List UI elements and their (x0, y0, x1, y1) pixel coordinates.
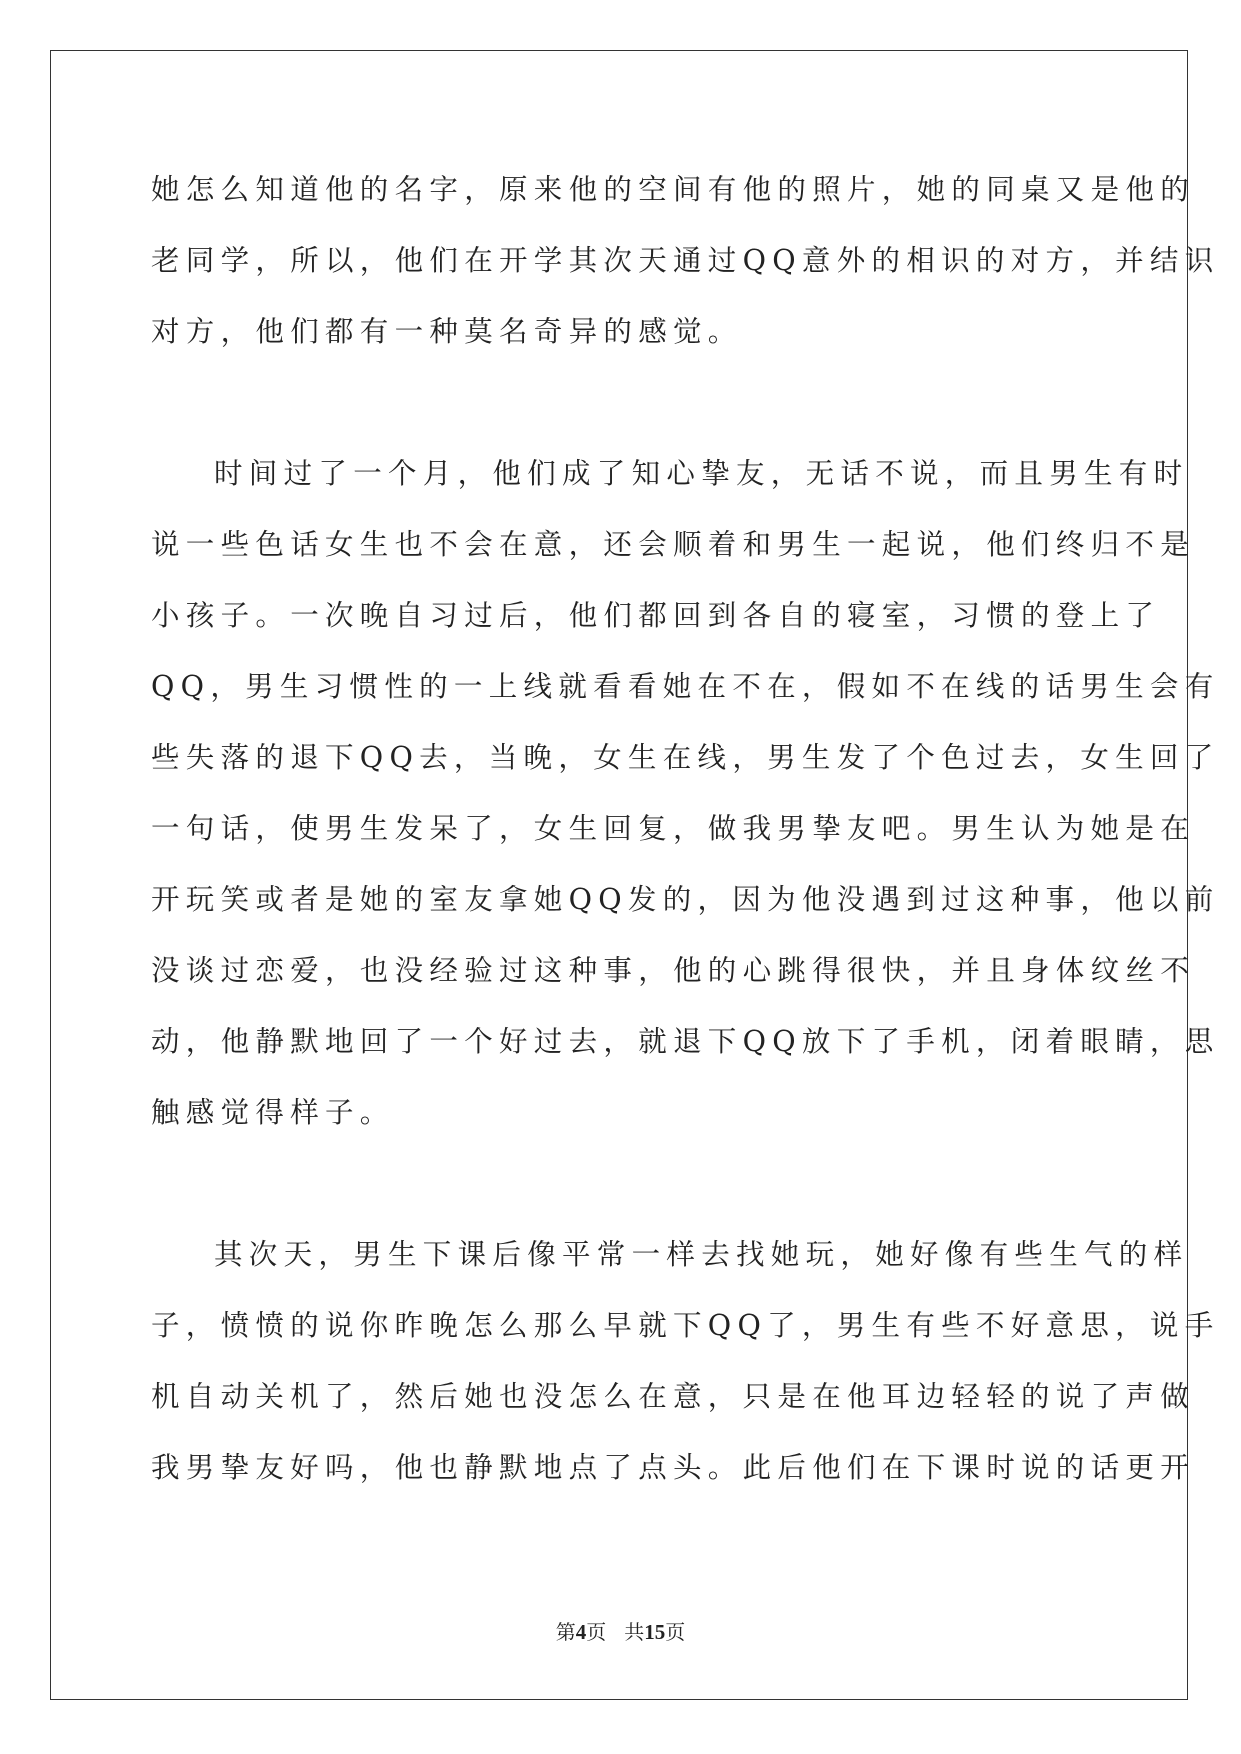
text-line: 机自动关机了，然后她也没怎么在意，只是在他耳边轻轻的说了声做 (151, 1380, 1196, 1413)
text-line: 我男挚友好吗，他也静默地点了点头。此后他们在下课时说的话更开 (151, 1451, 1196, 1484)
paragraph-gap (151, 367, 1091, 438)
total-unit: 页 (665, 1620, 686, 1644)
page-number: 4 (575, 1620, 587, 1644)
text-line: 说一些色话女生也不会在意，还会顺着和男生一起说，他们终归不是 (151, 528, 1196, 561)
paragraph-1 (151, 154, 1220, 367)
text-line: 对方，他们都有一种莫名奇异的感觉。 (151, 315, 743, 348)
text-line: 动，他静默地回了一个好过去，就退下QQ放下了手机，闭着眼睛，思 (151, 1025, 1220, 1058)
text-line: 一句话，使男生发呆了，女生回复，做我男挚友吧。男生认为她是在 (151, 812, 1196, 845)
page-unit: 页 (586, 1620, 607, 1644)
text-line: 子，愤愤的说你昨晚怎么那么早就下QQ了，男生有些不好意思，说手 (151, 1309, 1220, 1342)
text-line: 触感觉得样子。 (151, 1096, 395, 1129)
text-line: 没谈过恋爱，也没经验过这种事，他的心跳得很快，并且身体纹丝不 (151, 954, 1196, 987)
page-footer (0, 1616, 1241, 1645)
paragraph-2 (151, 438, 1220, 1148)
text-line: 老同学，所以，他们在开学其次天通过QQ意外的相识的对方，并结识 (151, 244, 1220, 277)
text-line: QQ，男生习惯性的一上线就看看她在不在，假如不在线的话男生会有 (151, 670, 1220, 703)
paragraph-3 (151, 1219, 1220, 1503)
page-total: 15 (644, 1620, 666, 1644)
document-body (151, 154, 1220, 1503)
text-line: 其次天，男生下课后像平常一样去找她玩，她好像有些生气的样 (214, 1238, 1189, 1271)
page-prefix: 第 (555, 1620, 576, 1644)
total-prefix: 共 (624, 1620, 645, 1644)
text-line: 她怎么知道他的名字，原来他的空间有他的照片，她的同桌又是他的 (151, 173, 1196, 206)
text-line: 开玩笑或者是她的室友拿她QQ发的，因为他没遇到过这种事，他以前 (151, 883, 1220, 916)
text-line: 小孩子。一次晚自习过后，他们都回到各自的寝室，习惯的登上了 (151, 599, 1161, 632)
text-line: 些失落的退下QQ去，当晚，女生在线，男生发了个色过去，女生回了 (151, 741, 1220, 774)
paragraph-gap (151, 1148, 1091, 1219)
text-line: 时间过了一个月，他们成了知心挚友，无话不说，而且男生有时 (214, 457, 1189, 490)
